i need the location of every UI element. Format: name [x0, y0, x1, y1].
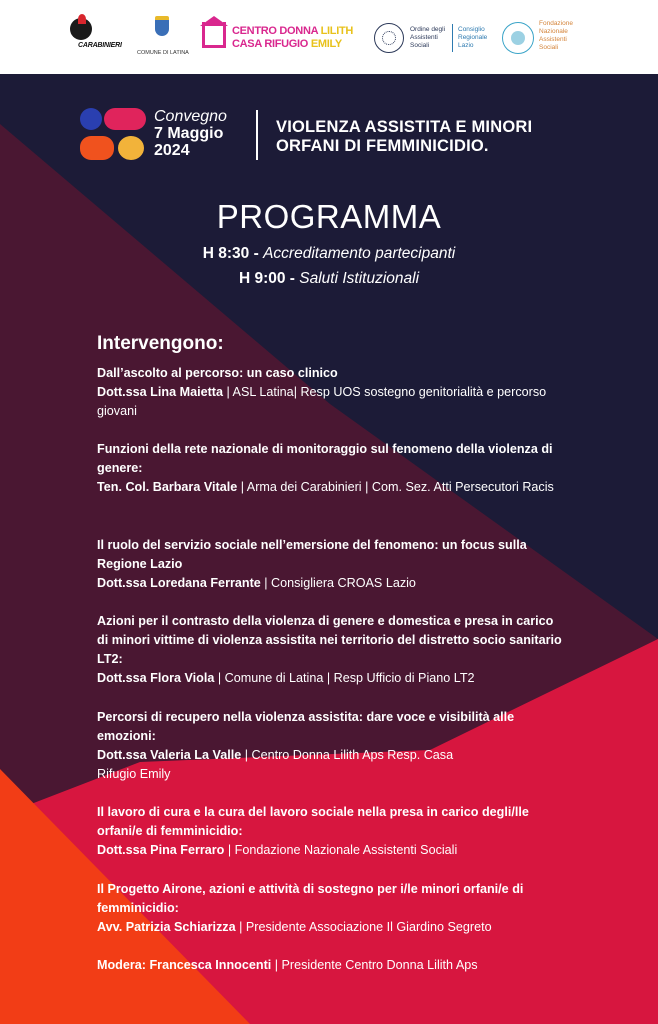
- schedule-item: [0, 245, 658, 263]
- talk-topic: Il lavoro di cura e la cura del lavoro sociale nella presa in carico degli/lle orfani/e di femminicidio:: [97, 805, 529, 838]
- talk-speaker: Dott.ssa Flora Viola: [97, 671, 215, 685]
- schedule-label: Accreditamento partecipanti: [263, 245, 456, 262]
- convegno-logo: [80, 108, 146, 162]
- lilith-text-2b: EMILY: [310, 38, 342, 50]
- latina-crest-icon: [155, 16, 169, 36]
- talk-role: | Centro Donna Lilith Aps Resp. Casa Rifugio Emily: [97, 748, 454, 781]
- lilith-text-1b: LILITH: [320, 25, 354, 37]
- talk-item: [97, 880, 567, 937]
- talk-topic: Funzioni della rete nazionale di monitoraggio sul fenomeno della violenza di genere:: [97, 442, 553, 475]
- talk-item: [97, 803, 567, 860]
- lilith-text-2a: CASA RIFUGIO: [232, 38, 311, 50]
- latina-logo-text: COMUNE DI LATINA: [137, 50, 189, 56]
- carabinieri-logo: [70, 14, 128, 60]
- header-divider: [256, 110, 258, 160]
- talk-item: [97, 612, 567, 688]
- talk-topic: Azioni per il contrasto della violenza di genere e domestica e presa in carico di minori vittime di violenza assistita nei territorio del distretto socio sanitario LT2:: [97, 614, 562, 666]
- partner-logos-bar: [0, 0, 658, 74]
- moderator-role: | Presidente Centro Donna Lilith Aps: [271, 958, 478, 972]
- talk-role: | Presidente Associazione Il Giardino Segreto: [235, 920, 492, 934]
- talk-speaker: Dott.ssa Valeria La Valle: [97, 748, 242, 762]
- talk-speaker: Dott.ssa Pina Ferraro: [97, 843, 225, 857]
- event-title-line-2: ORFANI DI FEMMINICIDIO.: [276, 137, 489, 155]
- moderator-item: [97, 956, 567, 975]
- talk-role: | Fondazione Nazionale Assistenti Sociali: [224, 843, 458, 857]
- consiglio-logo-text: Consiglio Regionale Lazio: [458, 26, 488, 49]
- moderator-name: Modera: Francesca Innocenti: [97, 958, 272, 972]
- talk-item: [97, 536, 567, 593]
- talk-speaker: Avv. Patrizia Schiarizza: [97, 920, 236, 934]
- event-day: 7 Maggio: [154, 125, 224, 142]
- schedule-time: H 8:30 -: [202, 245, 264, 262]
- comune-di-latina-logo: [137, 14, 189, 60]
- event-title-line-1: VIOLENZA ASSISTITA E MINORI: [276, 118, 533, 136]
- fondazione-logo-text: Fondazione Nazionale Assistenti Sociali: [539, 20, 573, 51]
- schedule-label: Saluti Istituzionali: [299, 270, 420, 287]
- talk-topic: Il ruolo del servizio sociale nell’emersione del fenomeno: un focus sulla Regione Lazio: [97, 538, 527, 571]
- event-kind: Convegno: [154, 108, 227, 125]
- talk-topic: Il Progetto Airone, azioni e attività di sostegno per i/le minori orfani/e di femminicidio:: [97, 882, 524, 915]
- talk-item: [97, 364, 567, 421]
- talk-role: | Consigliera CROAS Lazio: [260, 576, 416, 590]
- talk-item: [97, 708, 567, 784]
- ordine-assistenti-sociali-logo: [374, 14, 488, 60]
- talk-topic: Percorsi di recupero nella violenza assistita: dare voce e visibilità alle emozioni:: [97, 710, 515, 743]
- ordine-logo-text: Ordine degli Assistenti Sociali: [410, 26, 446, 49]
- talk-speaker: Dott.ssa Lina Maietta: [97, 385, 223, 399]
- programma-title: PROGRAMMA: [216, 198, 442, 235]
- speakers-heading: Intervengono:: [97, 333, 224, 354]
- schedule-item: [0, 270, 658, 288]
- talk-speaker: Ten. Col. Barbara Vitale: [97, 480, 238, 494]
- carabinieri-logo-text: CARABINIERI: [78, 42, 122, 49]
- talk-role: | ASL Latina| Resp UOS sostegno genitorialità e percorso giovani: [97, 385, 547, 418]
- talk-item: [97, 440, 567, 497]
- event-title: [276, 118, 606, 156]
- poster: [0, 74, 658, 1024]
- event-date: [154, 108, 254, 159]
- talk-role: | Comune di Latina | Resp Ufficio di Piano LT2: [214, 671, 475, 685]
- talk-speaker: Dott.ssa Loredana Ferrante: [97, 576, 261, 590]
- talk-topic: Dall’ascolto al percorso: un caso clinico: [97, 366, 338, 380]
- fondazione-nazionale-logo: [502, 14, 582, 60]
- centro-donna-lilith-logo: [202, 14, 362, 60]
- talk-role: | Arma dei Carabinieri | Com. Sez. Atti Persecutori Racis: [237, 480, 554, 494]
- event-year: 2024: [154, 142, 190, 159]
- schedule-time: H 9:00 -: [238, 270, 300, 287]
- lilith-text-1a: CENTRO DONNA: [232, 25, 321, 37]
